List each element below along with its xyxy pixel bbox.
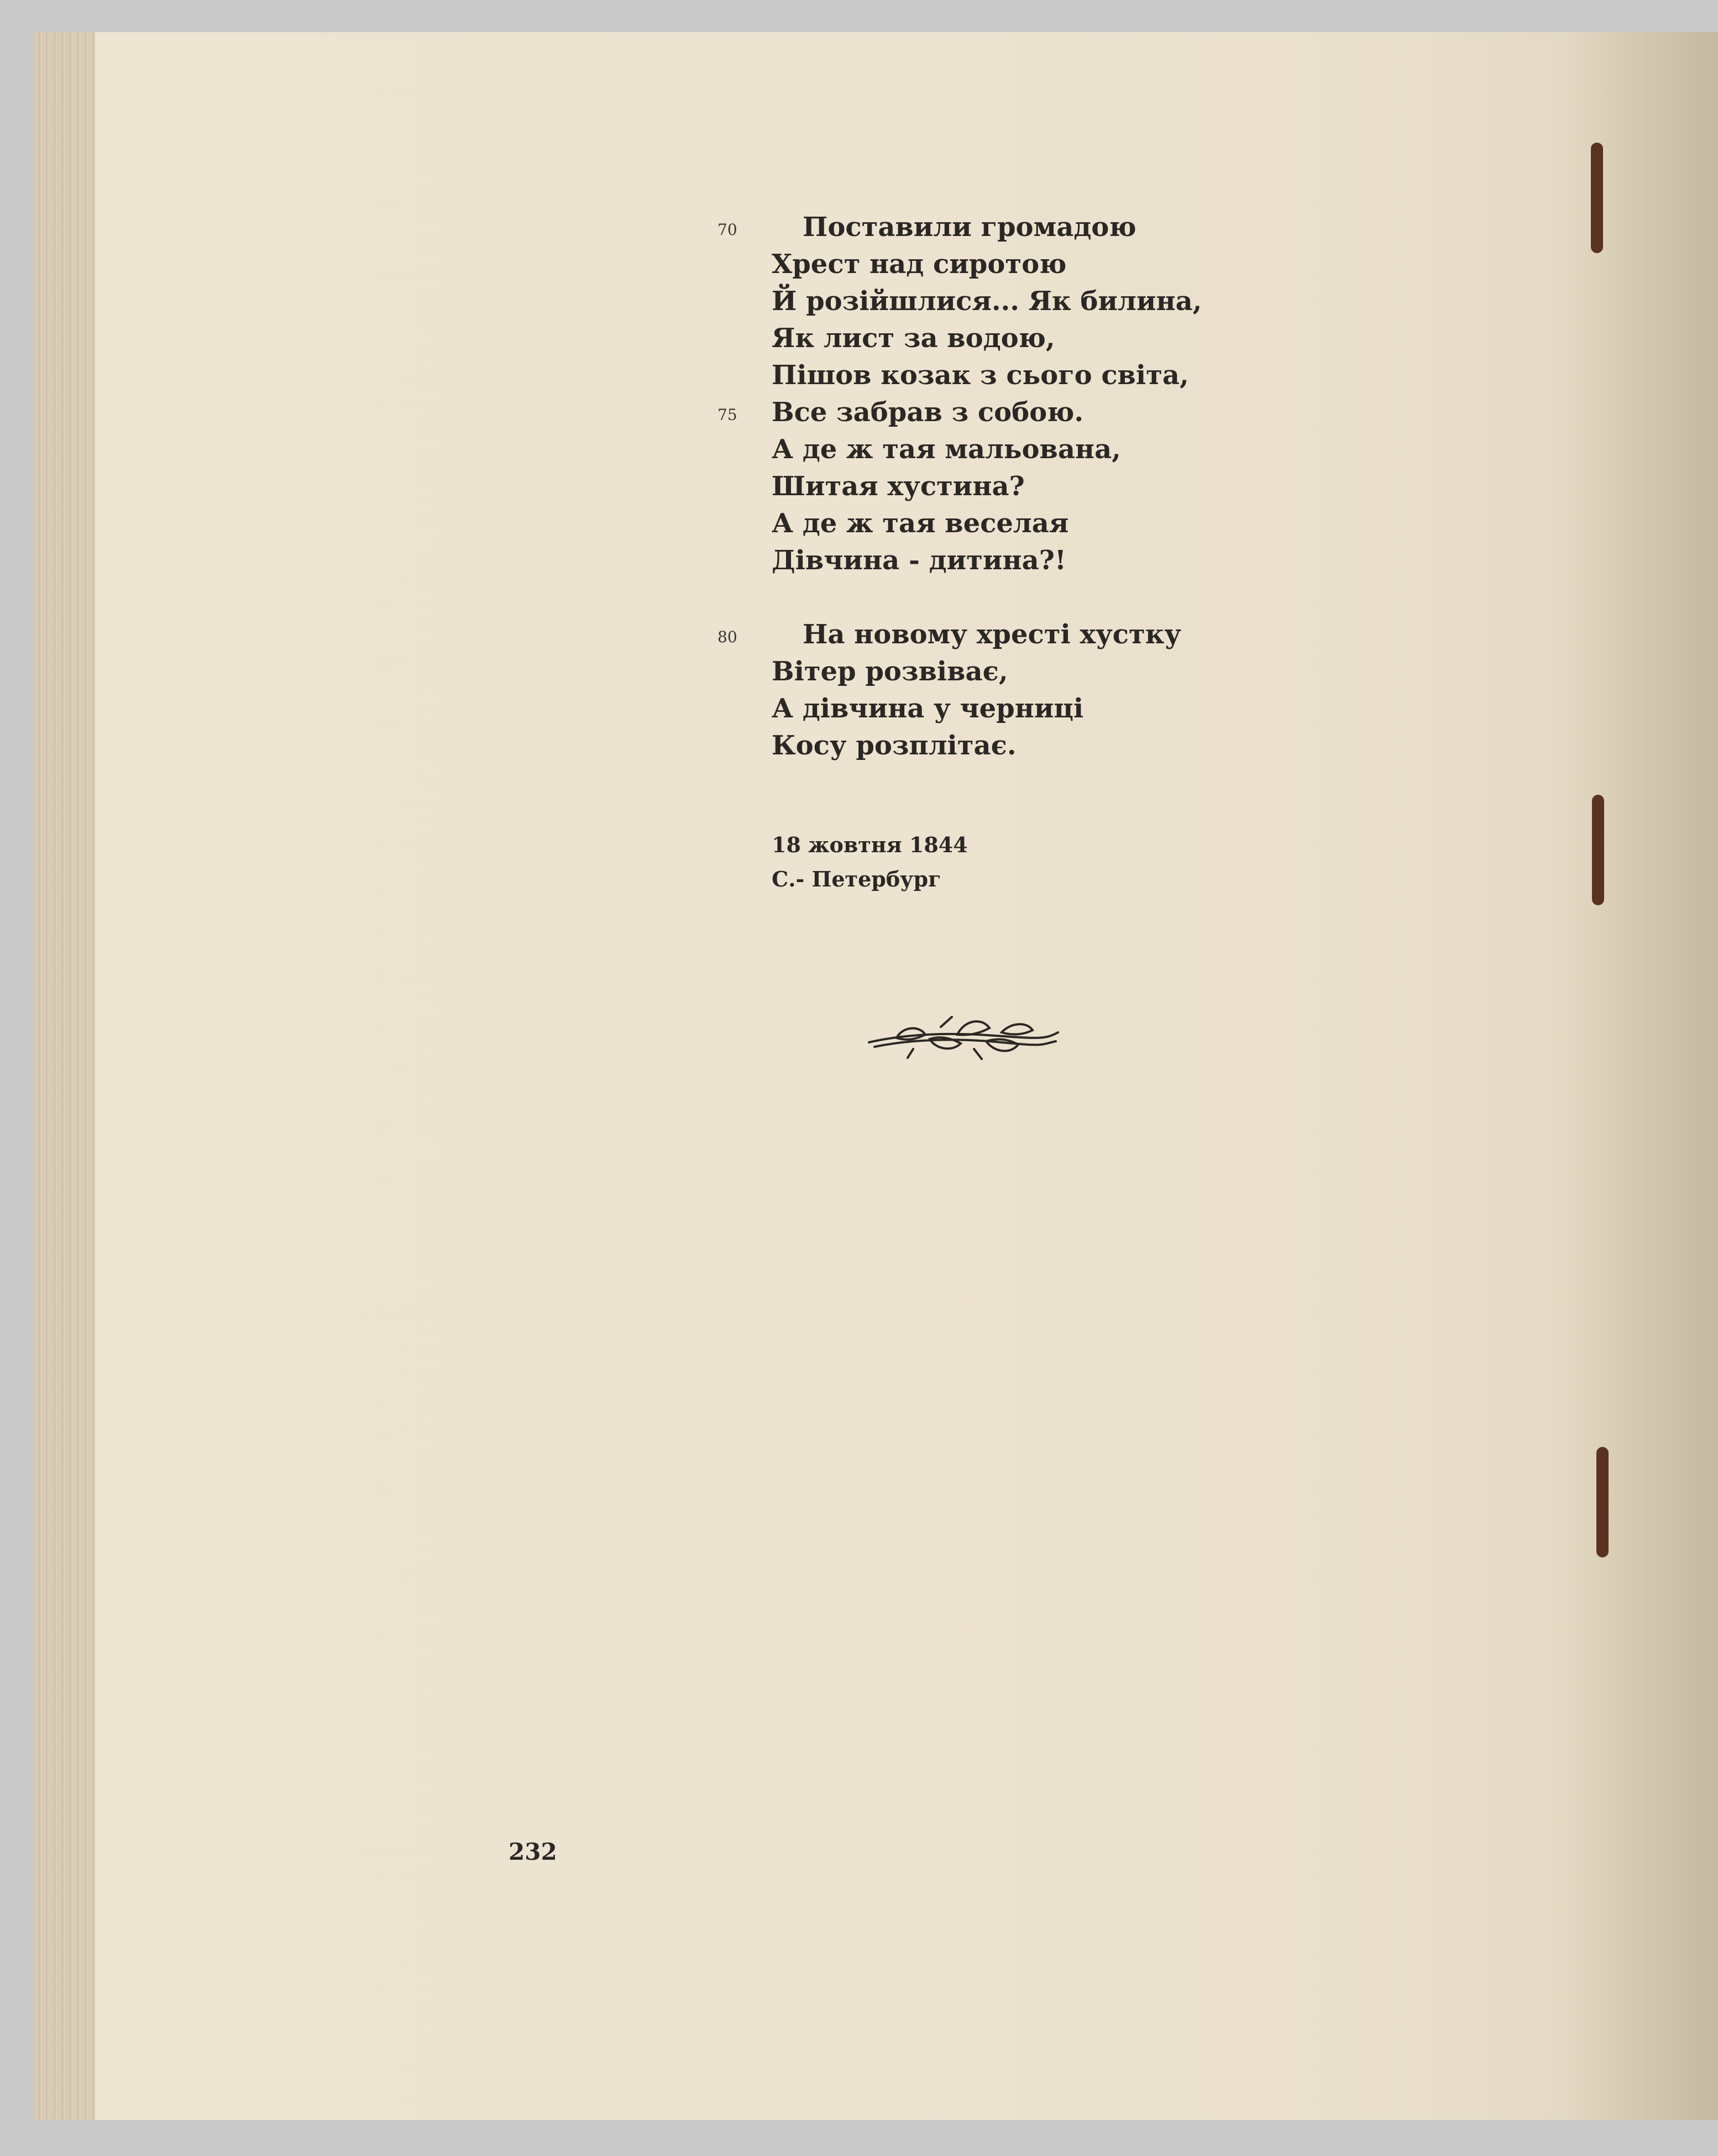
verse-text: На новому хресті хустку xyxy=(803,619,1182,650)
verse-text: А дівчина у черниці xyxy=(772,693,1084,724)
verse-text: Косу розплітає. xyxy=(772,730,1017,761)
poem-date: 18 жовтня 1844 xyxy=(772,832,968,857)
verse-line xyxy=(772,505,1202,542)
verse-line xyxy=(772,727,1202,764)
verse-text: Як лист за водою, xyxy=(772,323,1055,354)
stanza xyxy=(717,209,1202,579)
verse-line xyxy=(717,394,1202,431)
verse-text: Все забрав з собою. xyxy=(772,397,1084,428)
binding-shadow xyxy=(1563,32,1718,2120)
rust-stain-bottom xyxy=(1596,1447,1609,1557)
verse-line xyxy=(772,431,1202,468)
line-number: 70 xyxy=(717,221,737,239)
verse-line xyxy=(772,320,1202,357)
verse-line xyxy=(772,283,1202,320)
book-page xyxy=(34,32,1718,2120)
verse-text: Вітер розвіває, xyxy=(772,656,1008,687)
verse-text: А де ж тая мальована, xyxy=(772,434,1121,465)
verse-line xyxy=(772,653,1202,690)
verse-line xyxy=(717,616,1202,653)
poem-dateline xyxy=(772,828,968,896)
verse-text: Поставили громадою xyxy=(803,212,1136,243)
verse-line xyxy=(772,468,1202,505)
poem-text xyxy=(717,209,1202,801)
verse-line xyxy=(772,246,1202,283)
rust-stain-middle xyxy=(1592,795,1604,905)
rust-stain-top xyxy=(1591,143,1603,253)
verse-line xyxy=(717,209,1202,246)
verse-text: А де ж тая веселая xyxy=(772,508,1069,539)
poem-place: С.- Петербург xyxy=(772,867,941,891)
line-number: 80 xyxy=(717,628,737,646)
verse-text: Пішов козак з сього світа, xyxy=(772,360,1189,391)
line-number: 75 xyxy=(717,406,737,424)
verse-line xyxy=(772,542,1202,579)
verse-text: Шитая хустина? xyxy=(772,471,1025,502)
verse-text: Хрест над сиротою xyxy=(772,249,1067,280)
verse-text: Й розійшлися... Як билина, xyxy=(772,286,1202,317)
page-edge-stack xyxy=(34,32,95,2120)
page-number: 232 xyxy=(509,1838,557,1865)
floral-vignette-icon xyxy=(863,1010,1062,1063)
verse-text: Дівчина - дитина?! xyxy=(772,545,1066,576)
verse-line xyxy=(772,357,1202,394)
verse-line xyxy=(772,690,1202,727)
stanza xyxy=(717,616,1202,764)
